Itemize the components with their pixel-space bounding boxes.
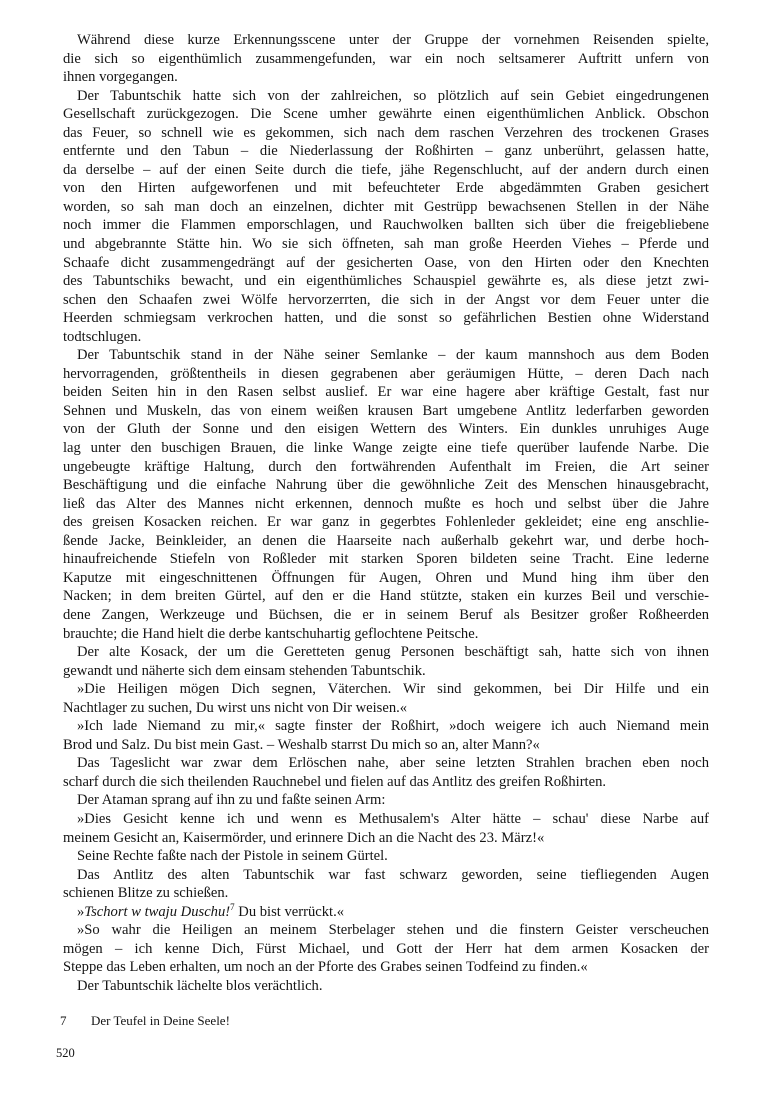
text-line: schen den Schaafen zwei Wölfe hervorzerrten, die sich in der Angst vor dem Feuer unter die xyxy=(63,291,709,308)
text-line: gewandt und näherte sich dem einsam stehenden Tabuntschik. xyxy=(63,662,426,679)
paragraph xyxy=(63,921,709,977)
paragraph xyxy=(63,717,709,754)
text-line: Der alte Kosack, der um die Geretteten genug Personen beschäftigt sah, hatte sich von ihnen xyxy=(77,644,709,661)
text-line: da derselbe – auf der einen Seite durch die tiefe, jähe Regenschlucht, auf der andern durch einen xyxy=(63,161,709,178)
text-line: »Ich lade Niemand zu mir,« sagte finster der Roßhirt, »doch weigere ich auch Niemand mein xyxy=(77,718,709,735)
footnote-text: Der Teufel in Deine Seele! xyxy=(91,1013,230,1028)
text-line: Gesellschaft zurückgezogen. Die Scene umher gewährte einen eigenthümlichen Anblick. Obschon xyxy=(63,106,709,123)
paragraph xyxy=(63,847,709,866)
text-line: Brod und Salz. Du bist mein Gast. – Weshalb starrst Du mich so an, alter Mann?« xyxy=(63,736,540,753)
text-line: Heerden schmiegsam verkrochen hatten, und die sonst so gefährlichen Bestien ohne Widerstand xyxy=(63,310,709,327)
text-line: Kaputze mit eingeschnittenen Öffnungen für Augen, Ohren und Mund hing ihm über den xyxy=(63,569,709,586)
text-line: Der Tabuntschik lächelte blos verächtlich. xyxy=(77,977,323,994)
text-line: Steppe das Leben erhalten, um noch an der Pforte des Grabes seinen Todfeind zu finden.« xyxy=(63,959,588,976)
text-line: das Feuer, so schnell wie es gekommen, sich nach dem raschen Verzehren des trockenen Grases xyxy=(63,124,709,141)
paragraph xyxy=(63,977,709,996)
text-line: meinem Gesicht an, Kaisermörder, und erinnere Dich an die Nacht des 23. März!« xyxy=(63,829,545,846)
text-line: Der Tabuntschik stand in der Nähe seiner Semlanke – der kaum mannshoch aus dem Boden xyxy=(77,347,709,364)
paragraph xyxy=(63,346,709,643)
text-line: noch immer die Flammen emporschlagen, und Rauchwolken ballten sich über die freigebliebene xyxy=(63,217,709,234)
text-line: beiden Seiten hin in den Rasen selbst auslief. Er war eine hagere aber kräftige Gestalt, fast nur xyxy=(63,384,709,401)
footnote xyxy=(60,1013,230,1029)
text-line: des Tabuntschiks bewacht, und ein eigenthümliches Schauspiel gewährte es, als diese jetzt zwi- xyxy=(63,273,709,290)
text-line: brauchte; die Hand hielt die derbe kantschuhartig geflochtene Peitsche. xyxy=(63,625,479,642)
text-line: Nachtlager zu suchen, Du wirst uns nicht von Dir weisen.« xyxy=(63,699,408,716)
text-line: Das Tageslicht war zwar dem Erlöschen nahe, aber seine letzten Strahlen brachen eben noch xyxy=(77,755,709,772)
text-line: »Tschort w twaju Duschu!$^7$ Du bist verrückt.« xyxy=(77,901,345,920)
text-line: Der Ataman sprang auf ihn zu und faßte seinen Arm: xyxy=(77,792,386,809)
text-line: hervorragenden, größtentheils in diesen gegrabenen aber geräumigen Hütte, – deren Dach nach xyxy=(63,365,709,382)
text-line: Nacken; in dem breiten Gürtel, auf den er die Hand stützte, staken ein kurzes Beil und verschie- xyxy=(63,588,709,605)
text-line: »So wahr die Heiligen an meinem Sterbelager stehen und die finstern Geister verscheuchen xyxy=(77,922,709,939)
text-line: von der Gluth der Sonne und den eisigen Wettern des Winters. Ein dunkles unruhiges Auge xyxy=(63,421,709,438)
text-line: Das Antlitz des alten Tabuntschik war fast schwarz geworden, seine tiefliegenden Augen xyxy=(77,866,709,883)
text-line: und abgebrannte Stätte hin. Wo sie sich öffneten, sah man große Heerden Viehes – Pferde und xyxy=(63,236,709,253)
text-line: entfernte und den Tabun – die Niederlassung der Roßhirten – ganz unberührt, gelassen hatte, xyxy=(63,143,709,160)
paragraph xyxy=(63,680,709,717)
body-text xyxy=(63,31,709,995)
text-line: Beschäftigung und die einfache Nahrung über die gewöhnliche Zeit des Menschen hinausgebracht, xyxy=(63,477,709,494)
text-line: Schaafe dicht zusammengedrängt auf der gesicherten Oase, von den Hirten oder den Knechten xyxy=(63,254,709,271)
paragraph xyxy=(63,903,709,922)
paragraph xyxy=(63,754,709,791)
paragraph xyxy=(63,87,709,347)
text-line: von den Hirten aufgeworfenen und mit befeuchteter Erde abgedämmten Graben gesichert xyxy=(63,180,709,197)
text-line: »Die Heiligen mögen Dich segnen, Väterchen. Wir sind gekommen, bei Dir Hilfe und ein xyxy=(77,681,709,698)
text-line: Während diese kurze Erkennungsscene unter der Gruppe der vornehmen Reisenden spielte, xyxy=(77,32,709,48)
text-line: todtschlugen. xyxy=(63,328,142,345)
text-line: »Dies Gesicht kenne ich und wenn es Methusalem's Alter hätte – schau' diese Narbe auf xyxy=(77,810,709,827)
text-line: mögen – ich kenne Dich, Fürst Michael, und Gott der Herr hat dem armen Kosacken der xyxy=(63,940,709,957)
paragraph xyxy=(63,810,709,847)
text-line: ihnen vorgegangen. xyxy=(63,69,178,86)
text-line: ungebeugte kräftige Haltung, durch den fortwährenden Aufenthalt im Freien, die Art seiner xyxy=(63,458,709,475)
text-line: dene Zangen, Werkzeuge und Büchsen, die er in seinem Beruf als Besitzer großer Roßheerden xyxy=(63,606,709,623)
text-line: worden, so sah man doch an einzelnen, dichter mit Gestrüpp bewachsenen Stellen in der Nähe xyxy=(63,198,709,215)
text-line: Seine Rechte faßte nach der Pistole in seinem Gürtel. xyxy=(77,848,388,865)
text-line: schienen Blitze zu schießen. xyxy=(63,885,229,902)
text-line: des greisen Kosacken reichen. Er war ganz in gegerbtes Fohlenleder gekleidet; eine eng anschlie- xyxy=(63,514,709,531)
text-line: ßende Jacke, Beinkleider, an denen die Haarseite nach außerhalb gekehrt war, und derbe hoch- xyxy=(63,532,709,549)
text-line: Der Tabuntschik hatte sich von der zahlreichen, so plötzlich auf sein Gebiet eingedrungenen xyxy=(77,87,709,104)
paragraph xyxy=(63,791,709,810)
text-line: hinaufreichende Stiefeln von Roßleder mit starken Sporen bildeten seine Tracht. Eine lederne xyxy=(63,551,709,568)
text-line: lag unter den buschigen Brauen, die linke Wange zeigte eine tiefe querüber laufende Narbe. Die xyxy=(63,440,709,457)
text-line: ließ das Alter des Mannes nicht erkennen, dennoch mußte es hoch und selbst über die Jahre xyxy=(63,495,709,512)
page-number: 520 xyxy=(56,1046,75,1060)
paragraph xyxy=(63,866,709,903)
footnote-marker: 7 xyxy=(60,1013,67,1028)
paragraph xyxy=(63,643,709,680)
paragraph xyxy=(63,31,709,87)
text-line: die sich so eigenthümlich zusammengefunden, war ein noch seltsamerer Auftritt unfern von xyxy=(63,50,709,67)
text-line: Sehnen und Muskeln, das von einem weißen krausen Bart umgebene Antlitz lederfarben geworden xyxy=(63,402,709,419)
text-line: scharf durch die sich theilenden Rauchnebel und fielen auf das Antlitz des greifen Roßhirten. xyxy=(63,773,607,790)
